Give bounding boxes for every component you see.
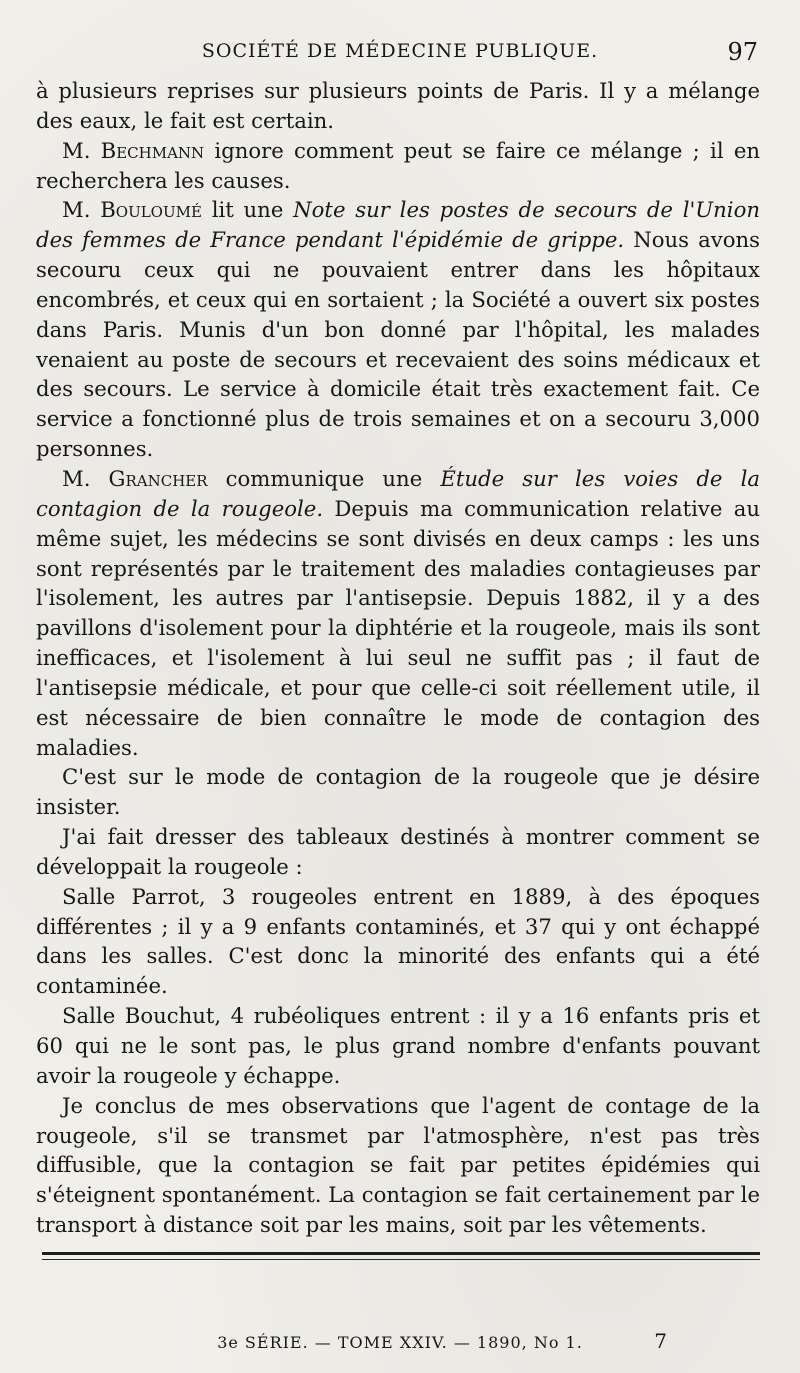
speaker-name: M. Grancher xyxy=(62,465,208,491)
note-title: Note sur les postes de secours de l'Union des femmes de France pendant l'épidémie de grippe. xyxy=(36,197,760,253)
paragraph: J'ai fait dresser des tableaux destinés à montrer comment se développait la rougeole : xyxy=(36,824,760,879)
paragraph-lead: lit une xyxy=(201,197,294,223)
sheet-number: 7 xyxy=(654,1329,667,1353)
paragraph: C'est sur le mode de contagion de la rougeole que je désire insister. xyxy=(36,764,760,820)
body-text xyxy=(36,76,760,1240)
paragraph-text: Nous avons secouru ceux qui ne pouvaient entrer dans les hôpitaux encombrés, et ceux qui en sortaient ; la Société a ouvert six postes dans Paris. Munis d'un bon donné par l'hôpital, les malades venaient au poste de secours et recevaient des soins médicaux et des secours. Le service à domicile était très exactement fait. Ce service a fonctionné plus de trois semaines et on a secouru 3,000 personnes. xyxy=(36,227,760,462)
paragraph-grancher xyxy=(36,464,760,762)
running-head xyxy=(0,38,800,68)
paragraph-continuation: à plusieurs reprises sur plusieurs points de Paris. Il y a mélange des eaux, le fait est certain. xyxy=(36,78,760,133)
paragraph-salle-parrot: Salle Parrot, 3 rougeoles entrent en 1889, à des époques différentes ; il y a 9 enfants contaminés, et 37 qui y ont échappé dans les salles. C'est donc la minorité des enfants qui a été contaminée. xyxy=(36,883,760,999)
paragraph-text: Depuis ma communication relative au même sujet, les médecins se sont divisés en deux camps : les uns sont représentés par le traitement des maladies contagieuses par l'isolement, les autres par l'antisepsie. Depuis 1882, il y a des pavillons d'isolement pour la diphtérie et la rougeole, mais ils sont inefficaces, et l'isolement à lui seul ne suffit pas ; il faut de l'antisepsie médicale, et pour que celle-ci soit réellement utile, il est nécessaire de bien connaître le mode de contagion des maladies. xyxy=(36,495,761,760)
paragraph-bechmann xyxy=(36,136,760,196)
page-footer xyxy=(0,1329,800,1361)
page-number: 97 xyxy=(727,38,758,66)
speaker-name: M. Bechmann xyxy=(62,137,205,163)
section-rule-thick xyxy=(42,1252,760,1255)
series-signature: 3e SÉRIE. — TOME XXIV. — 1890, No 1. xyxy=(217,1333,583,1352)
paragraph-lead: communique une xyxy=(207,465,441,491)
speaker-name: M. Bouloumé xyxy=(62,197,202,223)
paragraph-salle-bouchut: Salle Bouchut, 4 rubéoliques entrent : il y a 16 enfants pris et 60 qui ne le sont pas, le plus grand nombre d'enfants pouvant avoir la rougeole y échappe. xyxy=(36,1003,760,1088)
paragraph-text: ignore comment peut se faire ce mélange ; il en recherchera les causes. xyxy=(36,137,761,193)
section-rule-thin xyxy=(42,1259,760,1260)
paragraph-conclusion: Je conclus de mes observations que l'agent de contage de la rougeole, s'il se transmet par l'atmosphère, n'est pas très diffusible, que la contagion se fait par petites épidémies qui s'éteignent spontanément. La contagion se fait certainement par le transport à distance soit par les mains, soit par les vêtements. xyxy=(36,1092,760,1238)
study-title: Étude sur les voies de la contagion de la rougeole. xyxy=(36,465,760,521)
paragraph-bouloume xyxy=(36,195,760,464)
running-title: SOCIÉTÉ DE MÉDECINE PUBLIQUE. xyxy=(201,40,599,62)
